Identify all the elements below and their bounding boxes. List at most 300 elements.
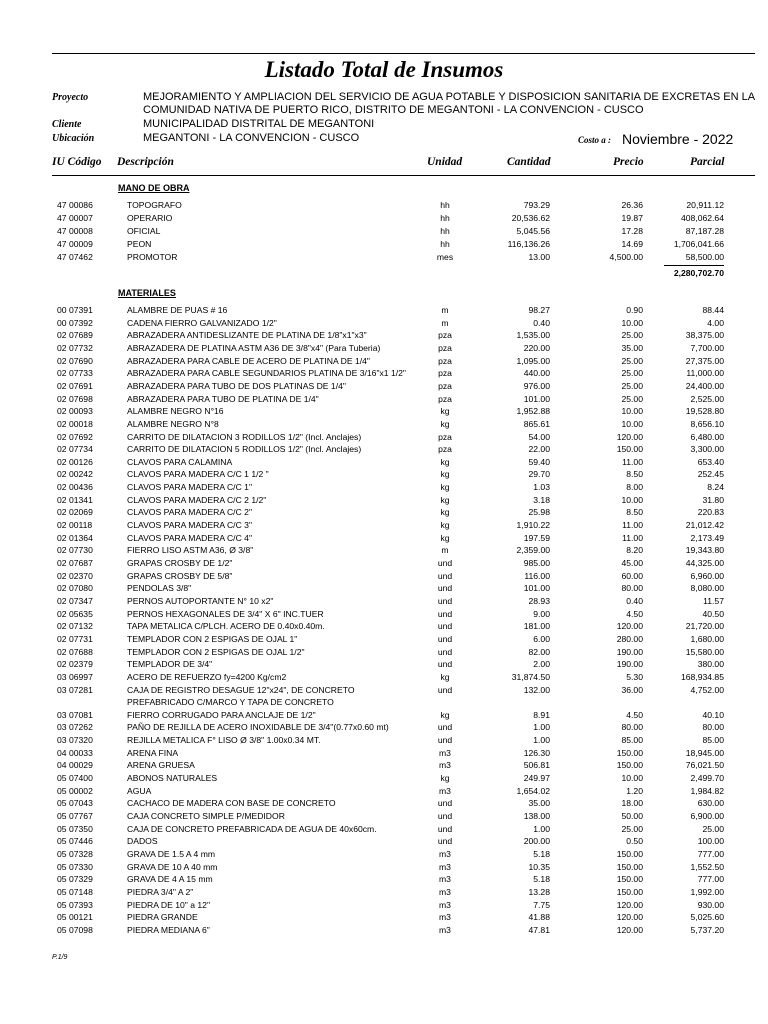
table-row <box>0 544 768 557</box>
item-price: 4.50 <box>626 608 643 619</box>
item-quantity: 10.35 <box>528 861 550 872</box>
item-unit: hh <box>440 239 450 249</box>
table-row <box>0 582 768 595</box>
item-price: 4.50 <box>626 709 643 720</box>
col-parcial: Parcial <box>690 156 725 168</box>
item-description: ARENA FINA <box>127 747 179 758</box>
item-code: 05 07148 <box>57 886 93 897</box>
item-unit: m <box>441 305 449 315</box>
item-parcial: 87,187.28 <box>685 226 724 236</box>
item-price: 19.87 <box>621 213 643 223</box>
item-description: TEMPLADOR CON 2 ESPIGAS DE OJAL 1/2" <box>127 646 305 657</box>
item-price: 8.20 <box>626 545 643 556</box>
item-parcial: 21,720.00 <box>685 621 724 632</box>
item-unit: pza <box>438 393 452 404</box>
item-code: 02 07689 <box>57 330 93 341</box>
item-code: 05 07328 <box>57 848 93 859</box>
table-row <box>0 696 768 709</box>
item-parcial: 20,911.12 <box>686 200 724 210</box>
item-unit: pza <box>438 368 452 379</box>
item-unit: und <box>437 646 453 657</box>
item-description: TOPOGRAFO <box>127 200 182 210</box>
item-quantity: 1,095.00 <box>516 355 550 366</box>
item-quantity: 6.00 <box>533 633 550 644</box>
item-code: 47 00007 <box>57 213 93 223</box>
item-parcial: 27,375.00 <box>685 355 724 366</box>
item-description: TEMPLADOR CON 2 ESPIGAS DE OJAL 1" <box>127 633 298 644</box>
item-unit: m3 <box>439 760 451 771</box>
item-description: CAJA CONCRETO SIMPLE P/MEDIDOR <box>127 811 285 821</box>
item-parcial: 44,325.00 <box>685 558 724 568</box>
item-code: 02 00018 <box>57 418 93 429</box>
item-parcial: 19,528.80 <box>685 406 724 417</box>
item-price: 45.00 <box>621 558 643 568</box>
table-row <box>0 734 768 747</box>
item-unit: m3 <box>439 912 451 923</box>
table-row <box>0 367 768 380</box>
item-price: 10.00 <box>621 317 643 328</box>
item-parcial: 38,375.00 <box>685 330 724 341</box>
item-description: CLAVOS PARA MADERA C/C 2 1/2" <box>127 494 267 505</box>
item-quantity: 59.40 <box>528 456 550 467</box>
item-parcial: 1,992.00 <box>690 886 724 897</box>
item-description: GRAVA DE 1.5 A 4 mm <box>127 848 216 859</box>
item-description: ALAMBRE NEGRO N°16 <box>127 406 224 417</box>
item-parcial: 40.50 <box>702 608 724 619</box>
item-parcial: 40.10 <box>702 709 724 720</box>
item-code: 03 06997 <box>57 671 93 682</box>
item-parcial: 76,021.50 <box>685 760 724 771</box>
item-unit: und <box>437 735 453 746</box>
item-parcial: 630.00 <box>697 798 724 809</box>
item-code: 02 07734 <box>57 444 93 455</box>
item-quantity: 101.00 <box>523 393 550 404</box>
table-row <box>0 570 768 583</box>
item-unit: und <box>437 823 453 834</box>
item-code: 03 07320 <box>57 735 93 746</box>
item-price: 150.00 <box>616 747 643 758</box>
item-price: 25.00 <box>621 393 643 404</box>
item-unit: kg <box>440 520 450 531</box>
item-code: 05 07330 <box>57 861 93 872</box>
item-description: ALAMBRE DE PUAS # 16 <box>127 305 228 315</box>
item-quantity: 82.00 <box>528 646 550 657</box>
item-description: TAPA METALICA C/PLCH. ACERO DE 0.40x0.40m. <box>127 621 325 632</box>
item-unit: kg <box>440 482 450 493</box>
ubicacion-value: MEGANTONI - LA CONVENCION - CUSCO <box>143 132 360 144</box>
item-price: 10.00 <box>621 773 643 784</box>
item-code: 05 07329 <box>57 874 93 885</box>
table-row <box>0 759 768 772</box>
table-row <box>0 873 768 886</box>
item-description: ALAMBRE NEGRO N°8 <box>127 418 219 429</box>
item-price: 10.00 <box>621 418 643 429</box>
item-code: 02 07733 <box>57 368 93 379</box>
item-code: 05 00002 <box>57 785 93 796</box>
table-row <box>0 494 768 507</box>
proyecto-line1: MEJORAMIENTO Y AMPLIACION DEL SERVICIO DE AGUA POTABLE Y DISPOSICION SANITARIA DE EXCRETAS EN LA <box>143 91 756 103</box>
item-code: 02 07080 <box>57 583 93 594</box>
item-unit: mes <box>436 252 454 262</box>
col-descripcion: Descripción <box>117 156 174 168</box>
item-description: PROMOTOR <box>127 252 178 262</box>
table-row <box>0 342 768 355</box>
item-parcial: 6,900.00 <box>690 811 724 821</box>
item-unit: kg <box>440 494 450 505</box>
item-description: ABRAZADERA PARA CABLE DE ACERO DE PLATINA DE 1/4" <box>127 355 370 366</box>
item-code: 02 07698 <box>57 393 93 404</box>
item-quantity: 31,874.50 <box>511 671 550 682</box>
item-code: 02 07692 <box>57 431 93 442</box>
item-price: 0.40 <box>626 595 643 606</box>
item-code: 02 07132 <box>57 621 93 632</box>
table-row <box>0 684 768 697</box>
item-quantity: 101.00 <box>523 583 550 594</box>
item-parcial: 5,737.20 <box>690 924 724 935</box>
item-price: 4,500.00 <box>609 252 643 262</box>
item-unit: pza <box>438 380 452 391</box>
item-unit: pza <box>438 330 452 341</box>
item-unit: m3 <box>439 924 451 935</box>
item-price: 80.00 <box>621 583 643 594</box>
item-code: 47 00086 <box>57 200 93 210</box>
item-price: 150.00 <box>616 848 643 859</box>
top-rule <box>52 53 755 54</box>
item-parcial: 85.00 <box>702 735 724 746</box>
item-parcial: 18,945.00 <box>685 747 724 758</box>
item-quantity: 8.91 <box>533 709 550 720</box>
item-parcial: 408,062.64 <box>680 213 724 223</box>
item-parcial: 252.45 <box>697 469 724 480</box>
item-quantity: 0.40 <box>533 317 550 328</box>
item-quantity: 35.00 <box>528 798 550 809</box>
item-unit: und <box>437 684 453 695</box>
item-unit: m3 <box>439 886 451 897</box>
item-code: 04 00029 <box>57 760 93 771</box>
col-unidad: Unidad <box>427 156 463 168</box>
item-code: 02 07690 <box>57 355 93 366</box>
item-description: PERNOS AUTOPORTANTE N° 10 x2" <box>127 595 274 606</box>
item-quantity: 1,654.02 <box>516 785 550 796</box>
table-row <box>0 721 768 734</box>
item-price: 1.20 <box>626 785 643 796</box>
table-row <box>0 393 768 406</box>
item-description: DADOS <box>127 836 158 847</box>
item-description: ACERO DE REFUERZO fy=4200 Kg/cm2 <box>127 671 287 682</box>
item-price: 11.00 <box>622 456 643 467</box>
document-title: Listado Total de Insumos <box>264 57 504 82</box>
item-parcial: 7,700.00 <box>690 342 724 353</box>
item-unit: und <box>437 798 453 809</box>
item-price: 0.50 <box>626 836 643 847</box>
item-unit: pza <box>438 355 452 366</box>
table-row <box>0 199 768 212</box>
item-code: 03 07081 <box>57 709 93 720</box>
item-quantity: 22.00 <box>528 444 550 455</box>
item-parcial: 31.80 <box>702 494 724 505</box>
item-price: 10.00 <box>621 494 643 505</box>
item-unit: kg <box>440 469 450 480</box>
item-quantity: 976.00 <box>523 380 550 391</box>
item-code: 05 07043 <box>57 798 93 809</box>
item-parcial: 24,400.00 <box>685 380 724 391</box>
table-row <box>0 431 768 444</box>
item-code: 05 07350 <box>57 823 93 834</box>
item-description: ABRAZADERA ANTIDESLIZANTE DE PLATINA DE 1/8"x1"x3" <box>127 330 367 341</box>
item-parcial: 2,499.70 <box>690 773 724 784</box>
item-price: 18.00 <box>621 798 643 809</box>
item-unit: m <box>441 317 449 328</box>
item-description: GRAPAS CROSBY DE 5/8" <box>127 570 233 581</box>
item-code: 03 07281 <box>57 684 93 695</box>
item-price: 150.00 <box>616 861 643 872</box>
table-row <box>0 355 768 368</box>
item-parcial: 777.00 <box>697 874 724 885</box>
item-quantity: 25.98 <box>528 507 550 518</box>
item-quantity: 197.59 <box>523 532 550 543</box>
table-row <box>0 405 768 418</box>
item-price: 190.00 <box>616 646 643 657</box>
item-quantity: 138.00 <box>523 811 550 821</box>
item-description: CLAVOS PARA MADERA C/C 4" <box>127 532 252 543</box>
item-parcial: 220.83 <box>697 507 724 518</box>
item-unit: hh <box>440 213 450 223</box>
item-parcial: 5,025.60 <box>690 912 724 923</box>
item-description: PEON <box>127 239 152 249</box>
table-row <box>0 671 768 684</box>
item-code: 02 07687 <box>57 558 93 568</box>
item-code: 47 00008 <box>57 226 93 236</box>
item-unit: und <box>437 621 453 632</box>
item-price: 8.50 <box>626 507 643 518</box>
item-code: 04 00033 <box>57 747 93 758</box>
table-row <box>0 519 768 532</box>
item-quantity: 793.29 <box>523 200 550 210</box>
item-price: 14.69 <box>621 239 643 249</box>
item-price: 60.00 <box>621 570 643 581</box>
item-code: 02 02069 <box>57 507 93 518</box>
item-price: 80.00 <box>621 722 643 733</box>
item-quantity: 220.00 <box>523 342 550 353</box>
table-row <box>0 468 768 481</box>
col-iu-codigo: IU Código <box>52 156 102 168</box>
item-parcial: 8.24 <box>707 482 724 493</box>
costo-value: Noviembre - 2022 <box>622 131 734 147</box>
item-price: 8.00 <box>626 482 643 493</box>
item-description: FIERRO CORRUGADO PARA ANCLAJE DE 1/2" <box>127 709 316 720</box>
item-parcial: 21,012.42 <box>685 520 724 531</box>
item-unit: und <box>437 811 453 821</box>
item-code: 05 07393 <box>57 899 93 910</box>
table-row <box>0 225 768 238</box>
item-price: 150.00 <box>616 760 643 771</box>
table-row <box>0 608 768 621</box>
item-price: 25.00 <box>621 380 643 391</box>
item-description: CLAVOS PARA MADERA C/C 2" <box>127 507 252 518</box>
section-mano-de-obra: MANO DE OBRA <box>118 183 190 193</box>
item-code: 02 00242 <box>57 469 93 480</box>
item-price: 85.00 <box>621 735 643 746</box>
item-description: CLAVOS PARA CALAMINA <box>127 456 233 467</box>
item-parcial: 930.00 <box>697 899 724 910</box>
item-price: 8.50 <box>626 469 643 480</box>
item-quantity: 29.70 <box>528 469 550 480</box>
item-description: PIEDRA MEDIANA 6" <box>127 924 210 935</box>
item-parcial: 58,500.00 <box>685 252 724 262</box>
item-parcial: 2,173.49 <box>690 532 724 543</box>
table-row <box>0 238 768 251</box>
item-price: 280.00 <box>616 633 643 644</box>
item-quantity: 1.03 <box>533 482 550 493</box>
item-code: 05 00121 <box>57 912 93 923</box>
item-code: 02 07731 <box>57 633 93 644</box>
item-parcial: 6,960.00 <box>690 570 724 581</box>
item-quantity: 28.93 <box>528 595 550 606</box>
item-description: GRAPAS CROSBY DE 1/2" <box>127 558 233 568</box>
item-price: 11.00 <box>622 520 643 531</box>
item-description: TEMPLADOR DE 3/4" <box>127 659 213 670</box>
item-description: CARRITO DE DILATACION 3 RODILLOS 1/2" (Incl. Anclajes) <box>127 431 362 442</box>
item-description: AGUA <box>127 785 152 796</box>
table-row <box>0 646 768 659</box>
table-row <box>0 785 768 798</box>
item-description: ARENA GRUESA <box>127 760 195 771</box>
item-price: 0.90 <box>626 305 643 315</box>
item-parcial: 380.00 <box>697 659 724 670</box>
item-price: 120.00 <box>616 431 643 442</box>
table-row <box>0 418 768 431</box>
item-unit: pza <box>438 342 452 353</box>
item-unit: pza <box>438 431 452 442</box>
item-unit: und <box>437 608 453 619</box>
item-unit: kg <box>440 418 450 429</box>
item-quantity: 47.81 <box>528 924 550 935</box>
item-unit: und <box>437 583 453 594</box>
table-row <box>0 595 768 608</box>
proyecto-label: Proyecto <box>52 92 89 103</box>
item-price: 11.00 <box>622 532 643 543</box>
item-code: 02 07347 <box>57 595 93 606</box>
item-quantity: 13.00 <box>528 252 550 262</box>
item-code: 47 07462 <box>57 252 93 262</box>
item-description: CACHACO DE MADERA CON BASE DE CONCRETO <box>127 798 336 809</box>
item-quantity: 116.00 <box>524 570 550 581</box>
item-description: CLAVOS PARA MADERA C/C 3" <box>127 520 252 531</box>
costo-label: Costo a : <box>578 135 612 145</box>
item-unit: und <box>437 595 453 606</box>
item-description: PAÑO DE REJILLA DE ACERO INOXIDABLE DE 3/4"(0.77x0.60 mt) <box>127 722 389 733</box>
item-parcial: 3,300.00 <box>690 444 724 455</box>
item-description: FIERRO LISO ASTM A36, Ø 3/8" <box>127 545 254 556</box>
item-price: 36.00 <box>621 684 643 695</box>
item-parcial: 4.00 <box>707 317 724 328</box>
item-parcial: 15,580.00 <box>685 646 724 657</box>
cliente-label: Cliente <box>52 119 82 130</box>
item-quantity: 2.00 <box>533 659 550 670</box>
item-description: GRAVA DE 10 A 40 mm <box>127 861 218 872</box>
item-code: 02 00118 <box>57 520 93 531</box>
item-code: 00 07391 <box>57 305 93 315</box>
item-code: 05 07098 <box>57 924 93 935</box>
item-code: 02 05635 <box>57 608 93 619</box>
item-quantity: 200.00 <box>523 836 550 847</box>
item-quantity: 132.00 <box>523 684 550 695</box>
item-description: CADENA FIERRO GALVANIZADO 1/2" <box>127 317 277 328</box>
item-description: ABRAZADERA DE PLATINA ASTM A36 DE 3/8"x4" (Para Tuberia) <box>127 342 381 353</box>
col-precio: Precio <box>613 156 644 168</box>
item-code: 05 07767 <box>57 811 93 821</box>
item-quantity: 9.00 <box>533 608 550 619</box>
item-description: PIEDRA 3/4" A 2" <box>127 886 194 897</box>
table-row <box>0 797 768 810</box>
item-parcial: 11.57 <box>703 595 724 606</box>
table-row <box>0 848 768 861</box>
table-row <box>0 443 768 456</box>
item-quantity: 5.18 <box>533 848 550 859</box>
table-row <box>0 772 768 785</box>
item-code: 05 07400 <box>57 773 93 784</box>
item-unit: kg <box>440 507 450 518</box>
item-parcial: 1,552.50 <box>690 861 724 872</box>
item-unit: m3 <box>439 747 451 758</box>
item-code: 02 02370 <box>57 570 93 581</box>
item-price: 120.00 <box>616 924 643 935</box>
item-code: 02 01364 <box>57 532 93 543</box>
item-code: 47 00009 <box>57 239 93 249</box>
item-quantity: 249.97 <box>523 773 550 784</box>
item-price: 25.00 <box>621 823 643 834</box>
item-parcial: 25.00 <box>702 823 724 834</box>
table-row <box>0 212 768 225</box>
item-description: REJILLA METALICA F° LISO Ø 3/8" 1.00x0.34 MT. <box>127 735 321 746</box>
item-unit: pza <box>438 444 452 455</box>
item-quantity: 440.00 <box>523 368 550 379</box>
item-quantity: 13.28 <box>528 886 550 897</box>
item-code: 02 00093 <box>57 406 93 417</box>
item-code: 02 00436 <box>57 482 93 493</box>
item-parcial: 100.00 <box>697 836 724 847</box>
item-quantity: 1.00 <box>533 722 550 733</box>
item-price: 25.00 <box>621 355 643 366</box>
item-quantity: 3.18 <box>533 494 550 505</box>
item-parcial: 2,525.00 <box>690 393 724 404</box>
item-description: CLAVOS PARA MADERA C/C 1 1/2 " <box>127 469 269 480</box>
item-description: ABRAZADERA PARA TUBO DE DOS PLATINAS DE 1/4" <box>127 380 346 391</box>
item-description: PIEDRA GRANDE <box>127 912 198 923</box>
item-unit: und <box>437 836 453 847</box>
item-code: 03 07262 <box>57 722 93 733</box>
item-quantity: 1.00 <box>533 735 550 746</box>
col-cantidad: Cantidad <box>507 156 551 168</box>
item-description: OPERARIO <box>127 213 173 223</box>
item-code: 02 07732 <box>57 342 93 353</box>
table-row <box>0 380 768 393</box>
item-description: GRAVA DE 4 A 15 mm <box>127 874 213 885</box>
table-row <box>0 251 768 264</box>
item-quantity: 7.75 <box>533 899 550 910</box>
table-row <box>0 924 768 937</box>
table-row <box>0 861 768 874</box>
item-unit: und <box>437 722 453 733</box>
item-unit: und <box>437 633 453 644</box>
table-row <box>0 456 768 469</box>
item-description: PIEDRA DE 10" a 12" <box>127 899 211 910</box>
item-unit: m3 <box>439 848 451 859</box>
item-quantity: 2,359.00 <box>516 545 550 556</box>
item-parcial: 11,000.00 <box>686 368 724 379</box>
item-parcial: 1,706,041.66 <box>673 239 724 249</box>
table-row <box>0 658 768 671</box>
